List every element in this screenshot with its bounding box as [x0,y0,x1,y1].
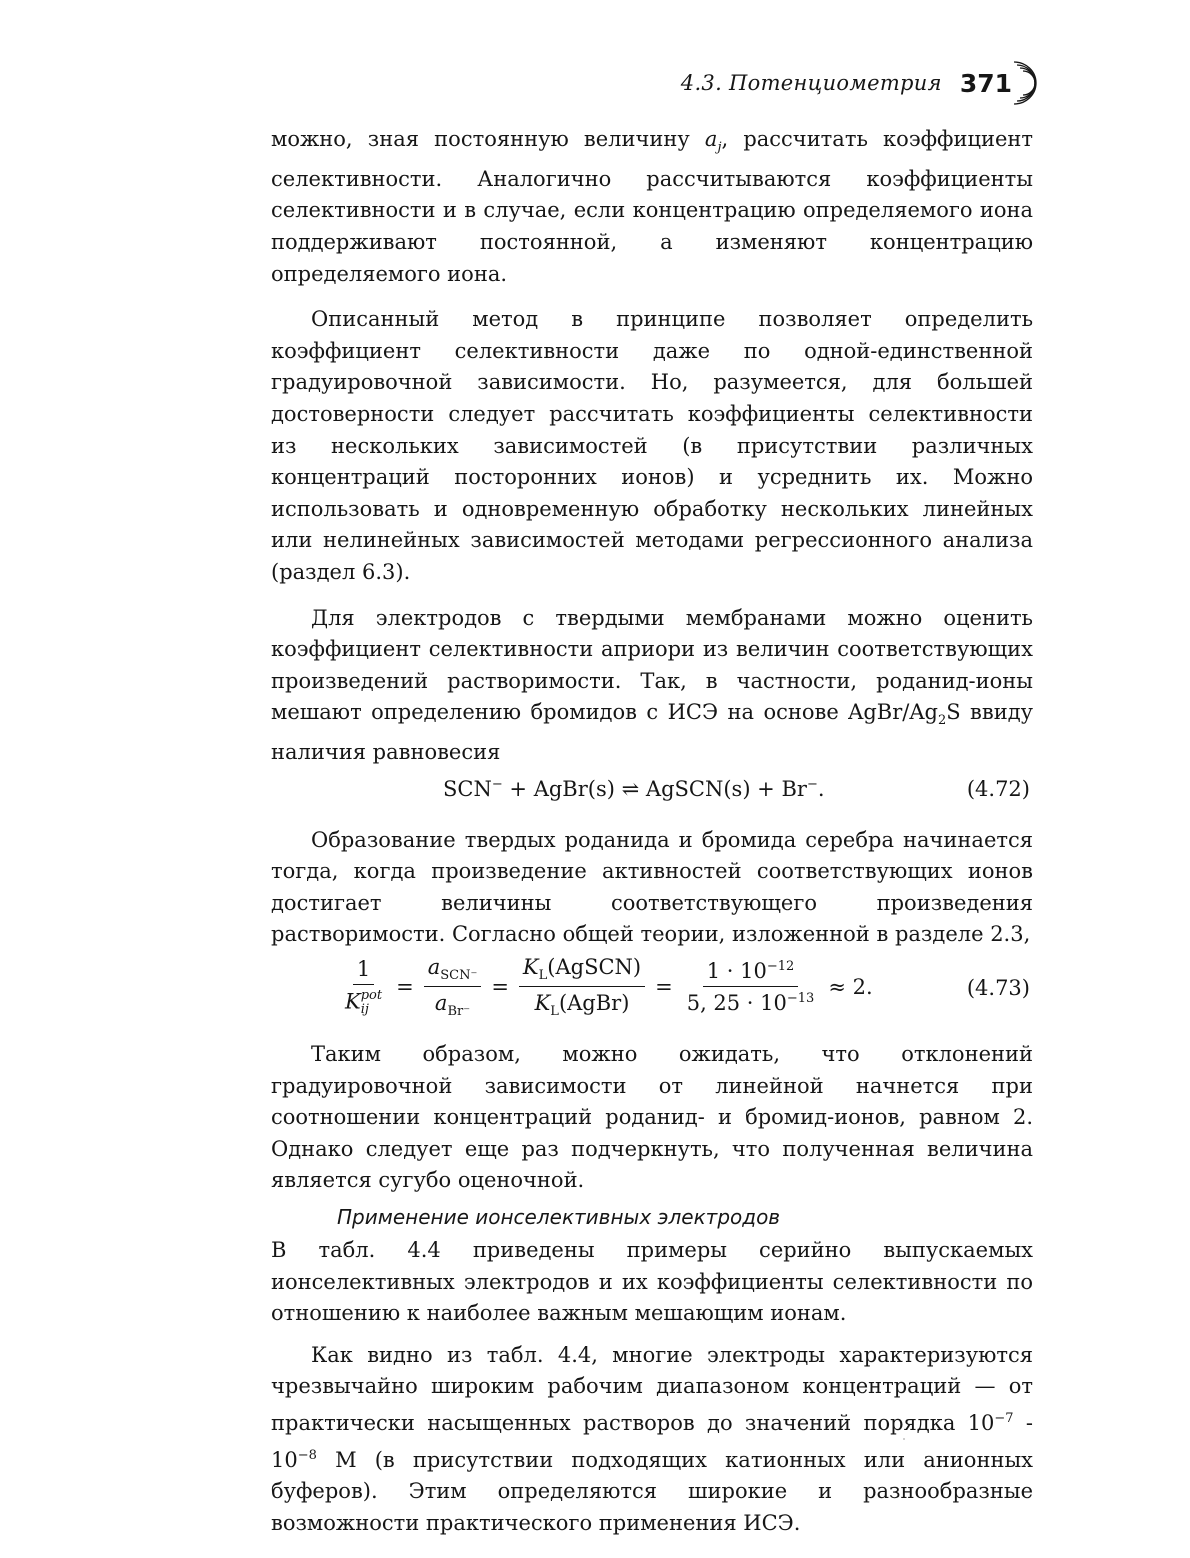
eq473-f4-num-text: 1 · 10 [706,959,767,984]
equation-4-72 [271,769,1033,813]
eq473-kl-2: K [534,991,551,1016]
eq473-equals-1: = [396,975,414,1000]
p3-text-a: Для электродов с твердыми мембранами можно оценить коэффициент селективности априори из величин соответствующих произведений растворимости. Так, в частности, роданид-ионы мешают определению бромидов с ИСЭ на основе AgBr/Ag [271,605,1033,725]
equation-number-4-73: (4.73) [966,976,1030,1001]
eq473-f4-num-exp: −12 [766,959,795,975]
eq473-fraction-2 [424,955,482,1019]
p3-sub: 2 [937,713,947,729]
eq473-f1-num: 1 [353,957,374,985]
eq473-kl-1: K [522,955,539,980]
eq473-equals-2: = [491,975,509,1000]
eq473-k-sup: pot [360,988,383,1004]
eq473-k-sub: ij [360,1002,369,1018]
eq472-br-charge: − [806,776,818,792]
eq473-body [341,955,873,1019]
eq473-f3-den [531,987,634,1019]
section-subheading: Применение ионселективных электродов [337,1205,781,1229]
page-header [681,58,1040,108]
paragraph-7 [271,1340,1033,1540]
eq472-end: . [817,776,825,801]
eq473-equals-3: = [655,975,673,1000]
p7-exp-1: −7 [994,1410,1014,1426]
eq473-k: K [345,989,361,1014]
eq472-body [443,777,825,801]
eq472-scn-charge: − [491,776,503,792]
page-number-swirl-icon [1010,60,1040,106]
paragraph-4: Образование твердых роданида и бромида серебра начинается тогда, когда произведение активностей соответствующих ионов достигает величины соответствующего произведения растворимости. Согласно общей теории, изложенной в разделе 2.3, [271,827,1033,947]
eq473-f4-den [683,987,819,1015]
eq473-a-scn: a [427,955,441,980]
eq473-f2-num [424,955,482,987]
eq473-agscn: (AgSCN) [547,955,642,980]
eq473-fraction-4 [683,959,819,1015]
section-title: 4.3. Потенциометрия [680,71,942,95]
page-body [271,124,1033,1539]
paragraph-6: В табл. 4.4 приведены примеры серийно выпускаемых ионселективных электродов и их коэффициенты селективности по отношению к наиболее важным мешающим ионам. [271,1238,1033,1326]
eq473-a-br: a [434,991,448,1016]
eq473-f3-num [519,955,645,987]
eq473-f4-num [703,959,799,987]
eq472-products: AgSCN(s) + Br [639,776,807,801]
p1-text-a: можно, зная постоянную величину [271,127,705,151]
eq473-f4-den-exp: −13 [786,991,815,1007]
page-number-text: 371 [959,68,1012,98]
paragraph-3 [271,603,1033,769]
eq473-approx: ≈ 2. [828,975,873,1000]
page-number [960,60,1040,106]
eq472-equilibrium-arrow: ⇌ [621,776,640,801]
paragraph-1 [271,124,1033,290]
eq472-agbr: + AgBr(s) [502,776,622,801]
equation-4-73 [271,951,1033,1039]
p7-text-b: M (в присутствии подходящих катионных или анионных буферов). Этим определяются широкие и разнообразные возможности практического применения ИСЭ. [271,1447,1033,1535]
paragraph-5: Таким образом, можно ожидать, что отклонений градуировочной зависимости от линейной начнется при соотношении концентраций роданид- и бромид-ионов, равном 2. Однако следует еще раз подчеркнуть, что полученная величина является сугубо оценочной. [271,1042,1033,1193]
eq473-a-br-sub: Br⁻ [447,1004,471,1020]
p1-text-b: , рассчитать коэффициент селективности. Аналогично рассчитываются коэффициенты селективности и в случае, если концентрацию определяемого иона поддерживают постоянной, а изменяют концентрацию определяемого иона. [271,127,1033,286]
eq473-f4-den-text: 5, 25 · 10 [686,991,787,1016]
equation-number-4-72: (4.72) [966,776,1030,801]
eq473-f2-den [431,987,474,1019]
eq473-kl-1-sub: L [538,968,548,984]
p7-text-a: Как видно из табл. 4.4, многие электроды характеризуются чрезвычайно широким рабочим диапазоном концентраций — от практически насыщенных растворов до значений порядка 10 [271,1342,1033,1435]
eq472-scn: SCN [443,776,492,801]
eq473-f1-den [341,985,386,1017]
p1-var: a [704,127,718,151]
p1-var-sub: j [717,140,722,156]
eq473-fraction-3 [519,955,645,1019]
eq473-a-scn-sub: SCN⁻ [440,968,478,984]
p7-mid: - 10 [271,1410,1033,1472]
eq473-fraction-1 [341,957,386,1017]
paragraph-2: Описанный метод в принципе позволяет определить коэффициент селективности даже по одной-единственной градуировочной зависимости. Но, разумеется, для большей достоверности следует рассчитать коэффициенты селективности из нескольких зависимостей (в присутствии различных концентраций посторонних ионов) и усреднить их. Можно использовать и одновременную обработку нескольких линейных или нелинейных зависимостей методами регрессионного анализа (раздел 6.3). [271,307,1033,584]
p3-text-b: S ввиду наличия равновесия [271,700,1033,765]
scan-speck [903,1438,905,1440]
eq473-agbr: (AgBr) [558,991,630,1016]
p7-exp-2: −8 [297,1447,317,1463]
eq473-kl-2-sub: L [550,1004,559,1020]
